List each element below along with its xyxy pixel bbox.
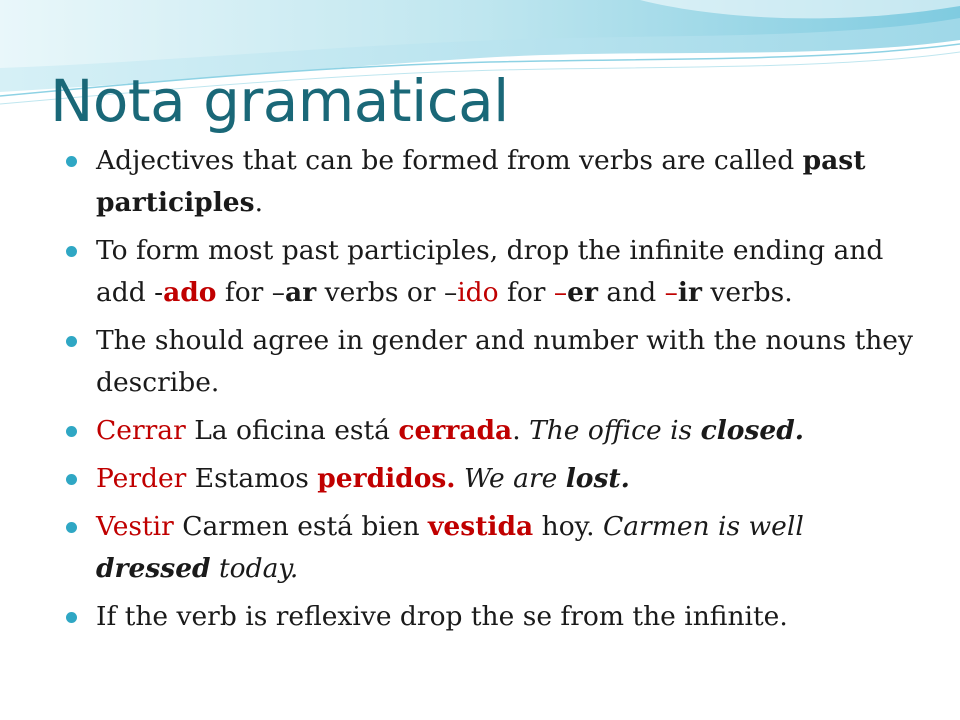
example-translation-bold: closed. bbox=[700, 415, 804, 446]
bullet-item bbox=[66, 506, 926, 590]
ending-ir: ir bbox=[677, 277, 702, 308]
example-verb: Perder bbox=[96, 463, 187, 494]
bullet-item bbox=[66, 230, 926, 314]
bold-term: past participles bbox=[96, 145, 866, 218]
example-sentence: . bbox=[512, 415, 530, 446]
bullet-icon bbox=[66, 156, 77, 167]
dash-er: – bbox=[553, 277, 568, 308]
bullet-icon bbox=[66, 612, 77, 623]
example-sentence: La oficina está bbox=[185, 415, 399, 446]
ending-ado: ado bbox=[163, 277, 217, 308]
bullet-text: verbs or – bbox=[316, 277, 458, 308]
example-verb: Cerrar bbox=[96, 415, 186, 446]
example-sentence bbox=[456, 463, 464, 494]
example-sentence: Carmen está bien bbox=[173, 511, 429, 542]
example-translation: Carmen is well bbox=[602, 511, 804, 542]
bullet-icon bbox=[66, 336, 77, 347]
ending-ar: ar bbox=[285, 277, 317, 308]
example-translation: . bbox=[620, 463, 630, 494]
bullet-item bbox=[66, 596, 926, 638]
example-participle: cerrada bbox=[398, 415, 513, 446]
bullet-icon bbox=[66, 246, 77, 257]
example-translation: The office is bbox=[529, 415, 701, 446]
bullet-icon bbox=[66, 426, 77, 437]
example-translation: We are bbox=[463, 463, 566, 494]
example-participle: vestida bbox=[428, 511, 534, 542]
dash-ir: – bbox=[664, 277, 678, 308]
bullet-text: If the verb is reflexive drop the se from the infinite. bbox=[96, 601, 788, 632]
bullet-text: To form most past participles, drop the infinite ending and add - bbox=[96, 235, 884, 308]
bullet-text: for bbox=[498, 277, 554, 308]
bullet-text: and bbox=[597, 277, 665, 308]
bullet-icon bbox=[66, 474, 77, 485]
bullet-text: . bbox=[254, 187, 263, 218]
bullet-text: Adjectives that can be formed from verbs are called bbox=[96, 145, 803, 176]
example-verb: Vestir bbox=[96, 511, 174, 542]
bullet-list bbox=[66, 140, 926, 644]
example-sentence: Estamos bbox=[186, 463, 318, 494]
slide-title: Nota gramatical bbox=[50, 67, 509, 135]
bullet-text: The should agree in gender and number with the nouns they describe. bbox=[96, 325, 913, 398]
ending-ido: ido bbox=[457, 277, 499, 308]
bullet-text: verbs. bbox=[701, 277, 793, 308]
example-sentence: hoy. bbox=[533, 511, 603, 542]
example-translation: today. bbox=[210, 553, 299, 584]
bullet-item bbox=[66, 458, 926, 500]
ending-er: er bbox=[567, 277, 598, 308]
bullet-item bbox=[66, 140, 926, 224]
example-translation-bold: lost bbox=[565, 463, 621, 494]
bullet-item bbox=[66, 410, 926, 452]
example-participle: perdidos. bbox=[317, 463, 456, 494]
bullet-icon bbox=[66, 522, 77, 533]
bullet-text: for – bbox=[216, 277, 286, 308]
example-translation-bold: dressed bbox=[96, 553, 211, 584]
bullet-item bbox=[66, 320, 926, 404]
